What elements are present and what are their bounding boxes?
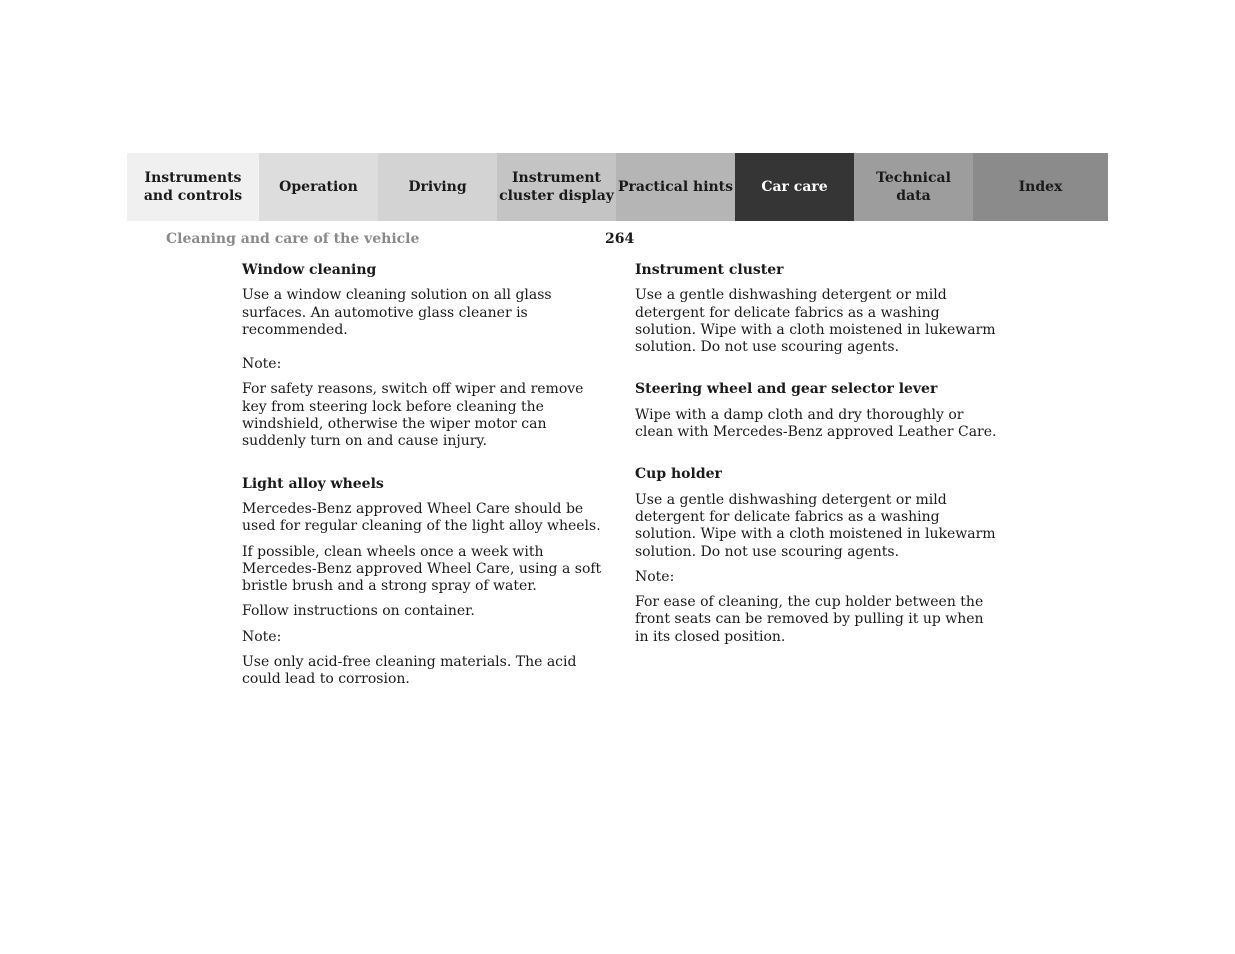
tab-label-line-2: and controls [143, 188, 243, 204]
tab-label-line-1: Car care [761, 179, 828, 195]
tab-label-line-1: Driving [408, 179, 467, 195]
note-label: Note: [242, 628, 282, 645]
window-cleaning-text: Use a window cleaning solution on all glass surfaces. An automotive glass cleaner is recommended. [242, 287, 552, 338]
window-cleaning-heading: Window cleaning [242, 262, 377, 278]
tab-index[interactable] [973, 153, 1108, 221]
light-alloy-wheels-heading: Light alloy wheels [242, 475, 384, 492]
tab-operation[interactable] [259, 153, 378, 221]
tab-instruments-and-controls[interactable] [127, 153, 259, 221]
tab-instrument-cluster-display[interactable] [497, 153, 616, 221]
right-column [635, 262, 1000, 654]
cup-holder-heading: Cup holder [635, 466, 722, 483]
tab-label-line-2: data [896, 188, 931, 204]
wheels-note: Use only acid-free cleaning materials. The acid could lead to corrosion. [242, 654, 577, 688]
page-number: 264 [605, 231, 635, 247]
tab-label-line-1: Index [1018, 179, 1063, 195]
tab-label-line-2: cluster display [499, 188, 614, 204]
tab-label-line-1: Practical hints [617, 179, 734, 195]
tab-practical-hints[interactable] [616, 153, 735, 221]
steering-wheel-heading: Steering wheel and gear selector lever [635, 381, 938, 398]
tab-driving[interactable] [378, 153, 497, 221]
note-label: Note: [242, 356, 282, 373]
note-label: Note: [635, 568, 675, 585]
tab-car-care[interactable] [735, 153, 854, 221]
section-tab-bar [127, 153, 1108, 221]
left-column [242, 262, 607, 697]
steering-wheel-text: Wipe with a damp cloth and dry thoroughly or clean with Mercedes-Benz approved Leather Care. [635, 406, 997, 441]
section-title: Cleaning and care of the vehicle [166, 231, 420, 247]
wheels-text-1: Mercedes-Benz approved Wheel Care should be used for regular cleaning of the light alloy wheels. [242, 500, 601, 535]
wheels-text-3: Follow instructions on container. [242, 603, 475, 620]
tab-label-line-1: Operation [279, 179, 358, 195]
tab-label-line-1: Instruments [144, 170, 242, 186]
tab-label-line-1: Instrument [512, 170, 601, 186]
cup-holder-text: Use a gentle dishwashing detergent or mild detergent for delicate fabrics as a washing solution. Wipe with a cloth moistened in lukewarm solution. Do not use scouring agents. [635, 491, 996, 560]
tab-technical-data[interactable] [854, 153, 973, 221]
cup-holder-note: For ease of cleaning, the cup holder between the front seats can be removed by pulling it up when in its closed position. [635, 594, 984, 645]
wheels-text-2: If possible, clean wheels once a week with Mercedes-Benz approved Wheel Care, using a soft bristle brush and a strong spray of water. [242, 543, 602, 595]
tab-label-line-1: Technical [876, 170, 951, 186]
instrument-cluster-heading: Instrument cluster [635, 262, 784, 278]
window-cleaning-note: For safety reasons, switch off wiper and remove key from steering lock before cleaning the windshield, otherwise the wiper motor can suddenly turn on and cause injury. [242, 381, 584, 450]
instrument-cluster-text: Use a gentle dishwashing detergent or mild detergent for delicate fabrics as a washing solution. Wipe with a cloth moistened in lukewarm solution. Do not use scouring agents. [635, 287, 996, 356]
